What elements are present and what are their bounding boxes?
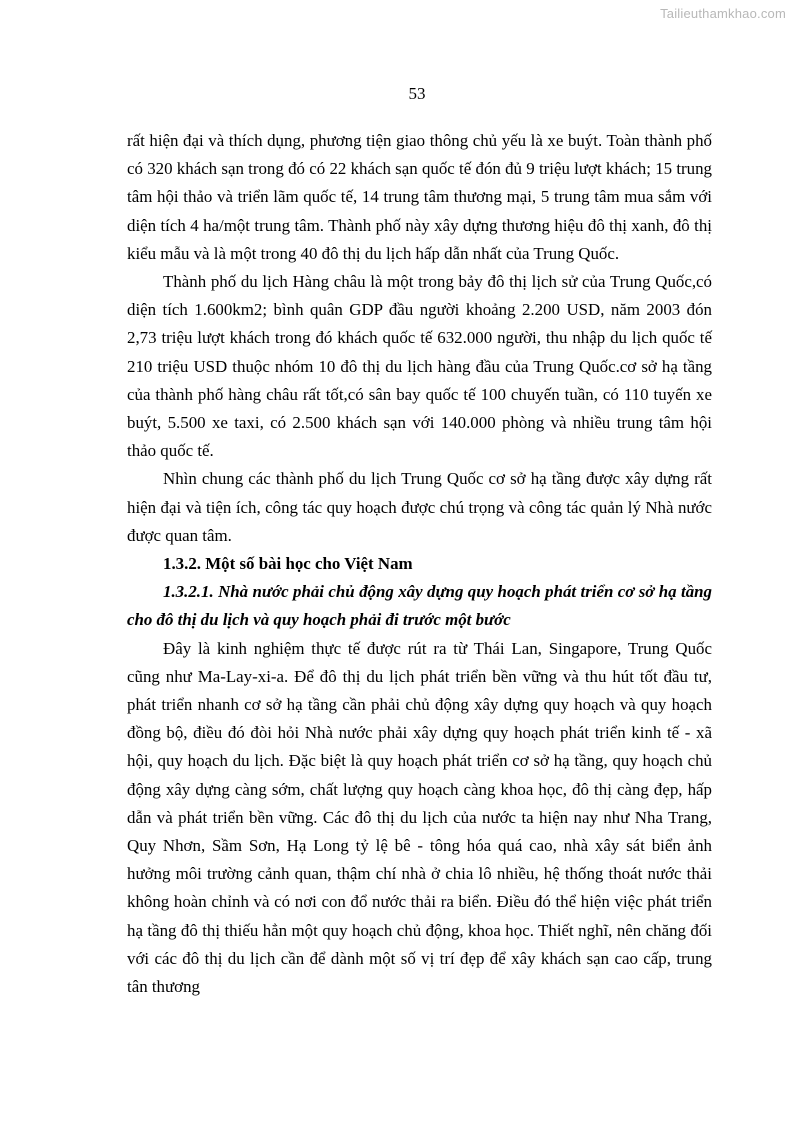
paragraph-hangzhou: Thành phố du lịch Hàng châu là một trong bảy đô thị lịch sử của Trung Quốc,có diện tích 1.600km2; bình quân GDP đầu người khoảng 2.200 USD, năm 2003 đón 2,73 triệu lượt khách trong đó khách quốc tế 632.000 người, thu nhập du lịch quốc tế 210 triệu USD thuộc nhóm 10 đô thị du lịch hàng đầu của Trung Quốc.cơ sở hạ tầng của thành phố hàng châu rất tốt,có sân bay quốc tế 100 chuyến tuần, có 110 tuyến xe buýt, 5.500 xe taxi, có 2.500 khách sạn với 140.000 phòng và nhiều trung tâm hội thảo quốc tế. [127,272,712,461]
subsection-heading: 1.3.2.1. Nhà nước phải chủ động xây dựng quy hoạch phát triển cơ sở hạ tầng cho đô thị du lịch và quy hoạch phải đi trước một bước [127,582,712,630]
document-body [127,127,712,1001]
paragraph-summary: Nhìn chung các thành phố du lịch Trung Quốc cơ sở hạ tầng được xây dựng rất hiện đại và tiện ích, công tác quy hoạch được chú trọng và công tác quản lý Nhà nước được quan tâm. [127,469,712,545]
paragraph-hangzhou-intro-continued: rất hiện đại và thích dụng, phương tiện giao thông chủ yếu là xe buýt. Toàn thành phố có 320 khách sạn trong đó có 22 khách sạn quốc tế đón đủ 9 triệu lượt khách; 15 trung tâm hội thảo và triển lãm quốc tế, 14 trung tâm thương mại, 5 trung tâm mua sắm với diện tích 4 ha/một trung tâm. Thành phố này xây dựng thương hiệu đô thị xanh, đô thị kiểu mẫu và là một trong 40 đô thị du lịch hấp dẫn nhất của Trung Quốc. [127,131,712,263]
section-heading: 1.3.2. Một số bài học cho Việt Nam [163,554,413,574]
page-number: 53 [408,84,426,103]
paragraph-lessons: Đây là kinh nghiệm thực tế được rút ra từ Thái Lan, Singapore, Trung Quốc cũng như Ma-Lay-xi-a. Để đô thị du lịch phát triển bền vững và thu hút tốt đầu tư, phát triển nhanh cơ sở hạ tầng cần phải chủ động xây dựng quy hoạch và quy hoạch đồng bộ, điều đó đòi hỏi Nhà nước phải xây dựng quy hoạch phát triển kinh tế - xã hội, quy hoạch du lịch. Đặc biệt là quy hoạch phát triển cơ sở hạ tầng, quy hoạch chủ động xây dựng càng sớm, chất lượng quy hoạch càng khoa học, đô thị càng đẹp, hấp dẫn và phát triển bền vững. Các đô thị du lịch của nước ta hiện nay như Nha Trang, Quy Nhơn, Sầm Sơn, Hạ Long tỷ lệ bê - tông hóa quá cao, nhà xây sát biển ảnh hưởng môi trường cảnh quan, thậm chí nhà ở chia lô nhiều, hệ thống thoát nước thải không hoàn chỉnh và có nơi con đổ nước thải ra biển. Điều đó thể hiện việc phát triển hạ tầng đô thị thiếu hẳn một quy hoạch chủ động, khoa học. Thiết nghĩ, nên chăng đối với các đô thị du lịch cần để dành một số vị trí đẹp để xây khách sạn cao cấp, trung tân thương [127,638,712,997]
watermark-text: Tailieuthamkhao.com [660,6,786,21]
